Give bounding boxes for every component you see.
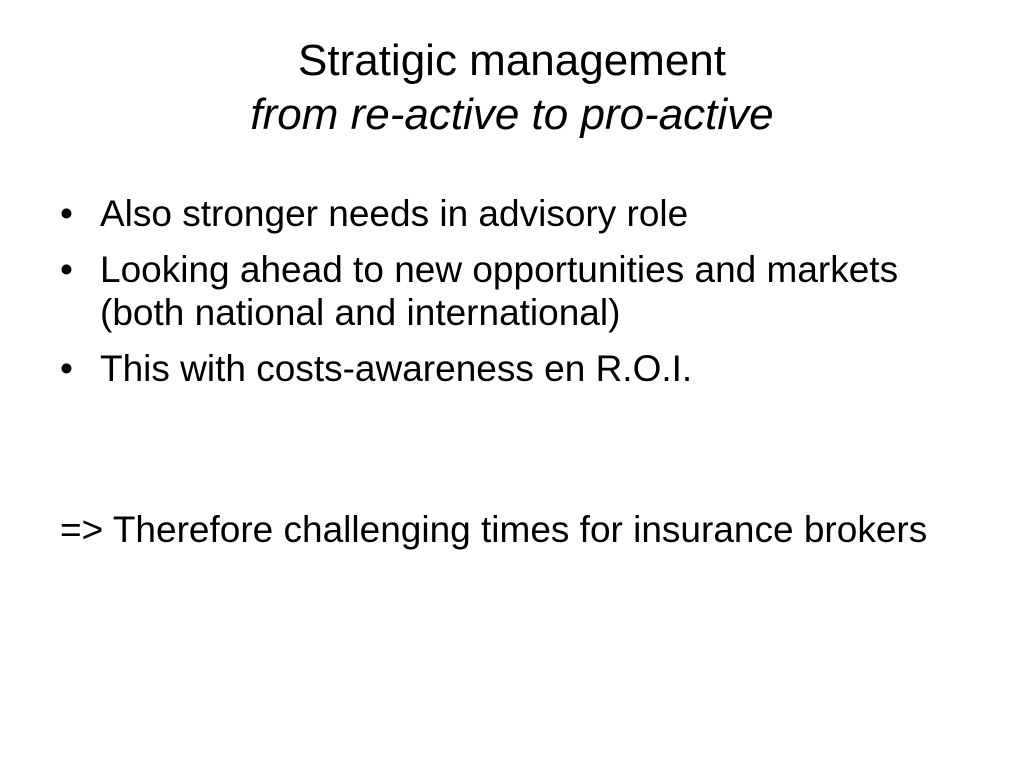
bullet-text: Also stronger needs in advisory role	[100, 193, 689, 234]
slide-title-block	[0, 34, 1024, 141]
bullet-text: This with costs-awareness en R.O.I.	[100, 347, 693, 389]
bullet-marker: •	[60, 347, 73, 389]
slide-subtitle: from re-active to pro-active	[250, 89, 774, 139]
bullet-item	[60, 347, 980, 391]
bullet-marker: •	[60, 193, 73, 234]
bullet-item	[60, 192, 980, 236]
bullet-item	[60, 248, 980, 335]
bullet-text: Looking ahead to new opportunities and markets (both national and international)	[100, 248, 899, 334]
conclusion-text: => Therefore challenging times for insurance brokers	[60, 509, 928, 550]
bullet-list	[60, 192, 980, 403]
bullet-marker: •	[60, 248, 73, 290]
slide-title: Stratigic management	[298, 36, 726, 85]
